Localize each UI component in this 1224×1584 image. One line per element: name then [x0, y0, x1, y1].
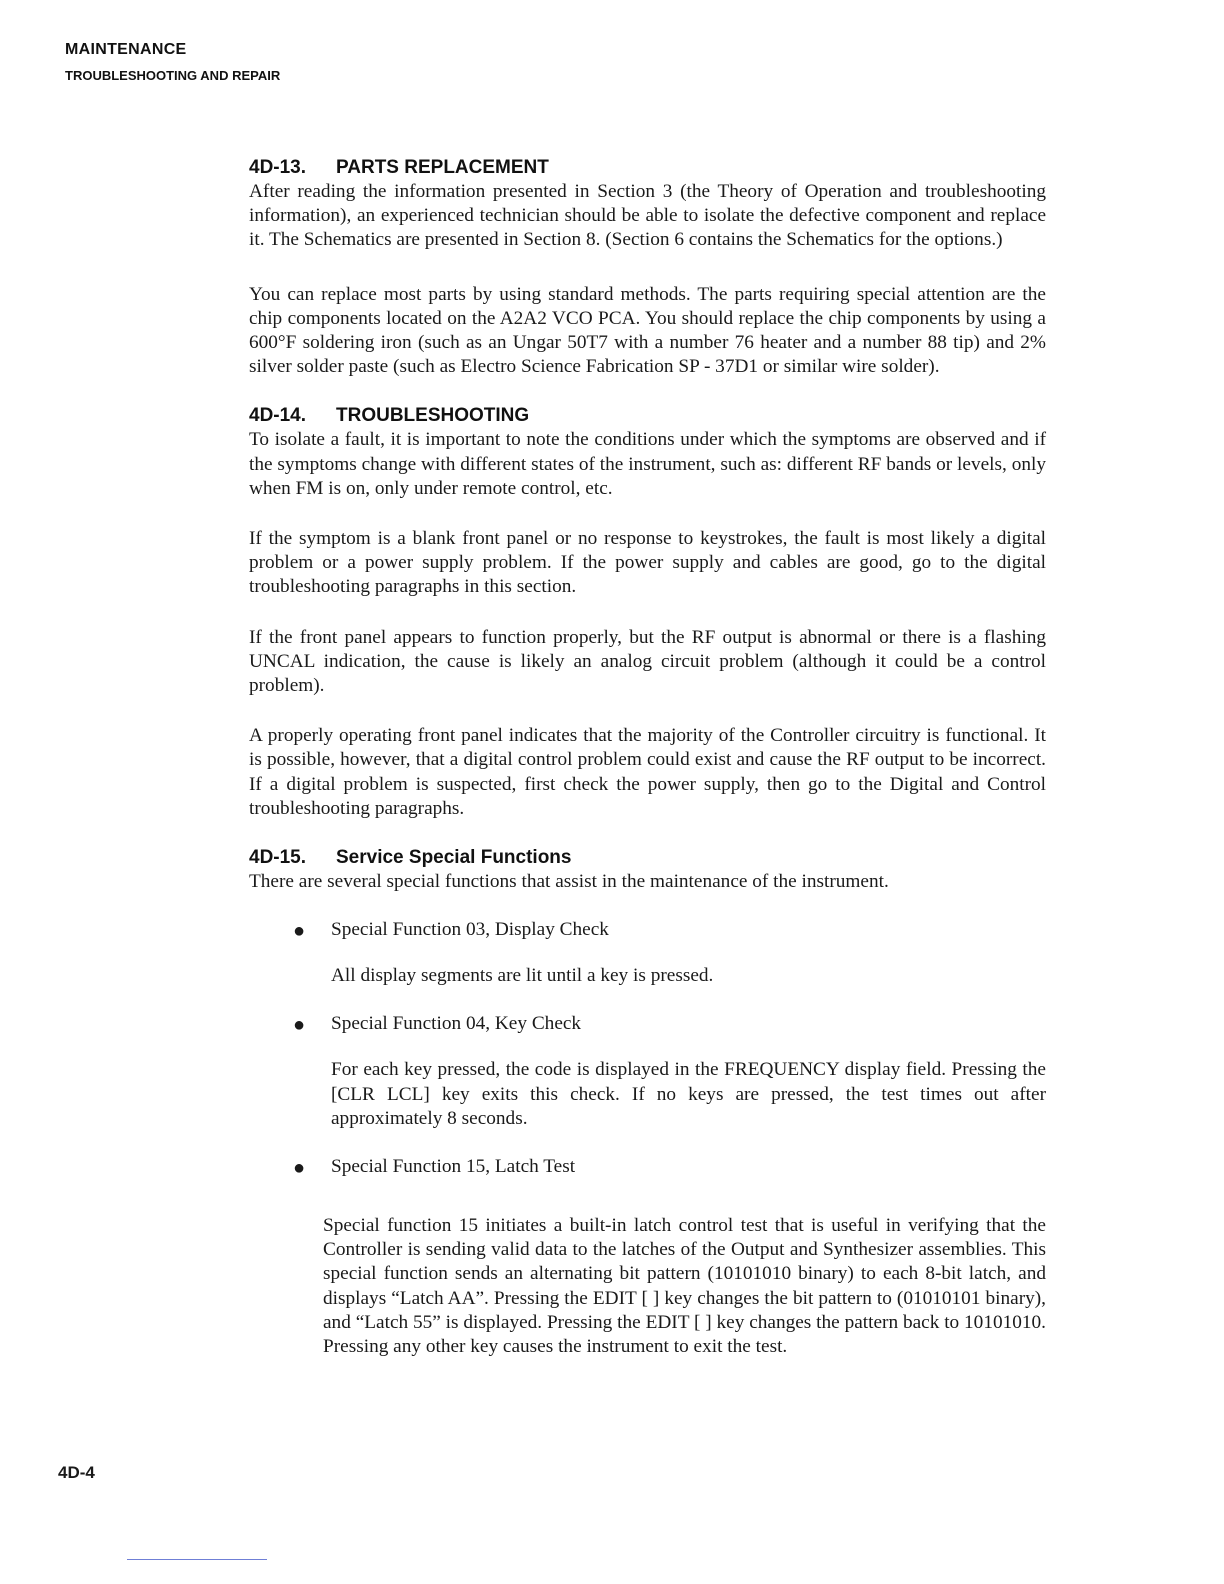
paragraph: There are several special functions that assist in the maintenance of the instrument. — [249, 871, 889, 893]
section-heading-4d-15 — [249, 846, 1046, 870]
section-number: 4D-15. — [249, 847, 307, 869]
section-title: TROUBLESHOOTING — [336, 405, 530, 427]
running-header-section: MAINTENANCE — [65, 41, 187, 58]
list-item — [249, 1155, 1046, 1179]
list-item-detail: Special function 15 initiates a built-in latch control test that is useful in verifying that the Controller is sending valid data to the latches of the Output and Synthesizer assemblies. This special function sends an alternating bit pattern (10101010 binary) to each 8-bit latch, and displays “Latch AA”. Pressing the EDIT [ ] key changes the bit pattern to (01010101 binary), and “Latch 55” is displayed. Pressing the EDIT [ ] key changes the pattern back to 10101010. Pressing any other key causes the instrument to exit the test. — [323, 1215, 1046, 1358]
bullet-icon: ● — [293, 920, 306, 943]
page-number: 4D-4 — [58, 1463, 95, 1482]
bullet-icon: ● — [293, 1157, 306, 1180]
section-title: Service Special Functions — [336, 847, 572, 869]
list-item — [249, 918, 1046, 942]
paragraph: If the front panel appears to function properly, but the RF output is abnormal or there is a flashing UNCAL indication, the cause is likely an analog circuit problem (although it could be a control problem). — [249, 626, 1046, 697]
paragraph: You can replace most parts by using standard methods. The parts requiring special attention are the chip components located on the A2A2 VCO PCA. You should replace the chip components by using a 600°F soldering iron (such as an Ungar 50T7 with a number 76 heater and a number 88 tip) and 2% silver solder paste (such as Electro Science Fabrication SP - 37D1 or similar wire solder). — [249, 283, 1046, 378]
paragraph: After reading the information presented in Section 3 (the Theory of Operation and troubleshooting information), an experienced technician should be able to isolate the defective component and replace it. The Schematics are presented in Section 8. (Section 6 contains the Schematics for the options.) — [249, 181, 1046, 251]
list-item — [249, 1012, 1046, 1036]
list-item-detail: For each key pressed, the code is displayed in the FREQUENCY display field. Pressing the [CLR LCL] key exits this check. If no keys are pressed, the test times out after approximately 8 seconds. — [331, 1059, 1046, 1129]
paragraph: A properly operating front panel indicates that the majority of the Controller circuitry is functional. It is possible, however, that a digital control problem could exist and cause the RF output to be incorrect. If a digital problem is suspected, first check the power supply, then go to the Digital and Control troubleshooting paragraphs. — [249, 725, 1046, 819]
bullet-icon: ● — [293, 1014, 306, 1037]
paragraph: If the symptom is a blank front panel or no response to keystrokes, the fault is most likely a digital problem or a power supply problem. If the power supply and cables are good, go to the digital troubleshooting paragraphs in this section. — [249, 528, 1046, 598]
running-header-subsection: TROUBLESHOOTING AND REPAIR — [65, 68, 281, 83]
section-heading-4d-13 — [249, 156, 1046, 180]
section-heading-4d-14 — [249, 404, 1046, 428]
section-number: 4D-14. — [249, 405, 307, 427]
footer-rule — [127, 1559, 267, 1560]
list-item-label: Special Function 15, Latch Test — [331, 1156, 576, 1178]
paragraph: To isolate a fault, it is important to note the conditions under which the symptoms are observed and if the symptoms change with different states of the instrument, such as: different RF bands or levels, only when FM is on, only under remote control, etc. — [249, 429, 1046, 499]
section-title: PARTS REPLACEMENT — [336, 157, 549, 178]
page-content — [249, 156, 1046, 1359]
list-item-label: Special Function 03, Display Check — [331, 919, 609, 941]
list-item-detail: All display segments are lit until a key is pressed. — [331, 965, 714, 987]
section-number: 4D-13. — [249, 157, 307, 178]
list-item-label: Special Function 04, Key Check — [331, 1013, 582, 1035]
